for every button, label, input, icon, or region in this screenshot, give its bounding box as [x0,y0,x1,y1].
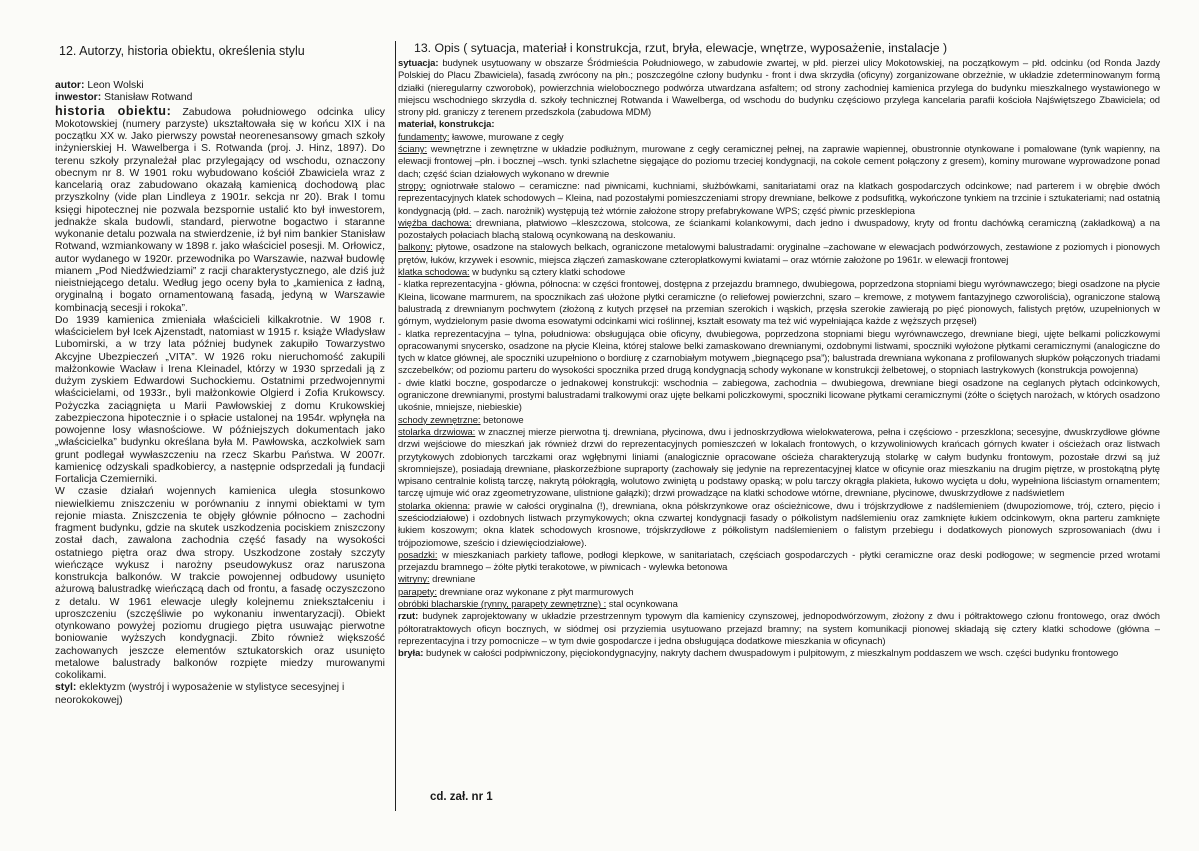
paragraph-label: obróbki blacharskie (rynny, parapety zewnętrzne) : [398,599,607,611]
paragraph-label: posadzki: [398,549,438,561]
paragraph [398,599,1160,611]
paragraph-label: sytuacja: [398,58,439,69]
paragraph-text: stal ocynkowana [606,599,678,611]
paragraph [398,242,1160,267]
paragraph-label: klatka schodowa: [398,267,470,279]
paragraph [55,315,385,487]
paragraph-label: stolarka okienna: [398,500,471,512]
paragraph [398,132,1160,144]
paragraph-text: budynek w całości podpiwniczony, pięciokondygnacyjny, nakryty dachem dwuspadowym i pulpitowym, z mieszkalnym poddaszem we wsch. części budynku frontowego [423,648,1119,660]
paragraph [398,611,1160,648]
paragraph-label: schody zewnętrzne: [398,414,481,426]
section-12-authors-history [55,44,385,707]
paragraph-label: fundamenty: [398,131,450,143]
continuation-note: cd. zał. nr 1 [430,791,493,803]
paragraph-label: więźba dachowa: [398,217,472,229]
paragraph-text: Zabudowa południowego odcinka ulicy Mokotowskiej (numery parzyste) ukształtowała się w końcu XIX i na początku XX w. Jako pierwszy powstał neorenesansowy gmach szkoły inżynierskiej H. Wawelberga i S. Rotwanda (proj. J. Hinz, 1897). Do terenu szkoły przynależał plac przylegający od wschodu, oznaczony obecnym nr 8. W 1901 roku wybudowano kościół Zbawiciela wraz z kancelarią oraz zabudowano okazałą kamienicą dochodową plac przyszkolny (vide plan Lindleya z 1901r. sekcja nr 20). Brak I tomu księgi hipotecznej nie pozwala bezspornie ustalić kto był inwestorem, jednakże skala budowli, standard, pierwotne bogactwo i staranne wykonanie detalu pozwala na stwierdzenie, iż był nim bankier Stanisław Rotwand, wzmiankowany w 1898 r. jako właściciel posesji. M. Orłowicz, autor wydanego w 1920r. przewodnika po Warszawie, nazwał budowlę mianem „Pod Niedźwiedziami” z racji charakterystycznego, ale dziś już nieistniejącego detalu. Według jego oceny była to „kamienica z ładną, oryginalną i bogato ornamentowaną fasadą, jedyną w Warszawie kombinacją secesji i rokoka”. [55,106,385,314]
paragraph-text: drewniane [429,574,476,586]
section-13-description [395,41,1160,811]
paragraph-label: bryła: [398,648,424,660]
paragraph-text: w budynku są cztery klatki schodowe [469,267,626,279]
paragraph-label: autor: [55,80,85,91]
paragraph [55,105,385,315]
paragraph-text: - klatka reprezentacyjna – tylna, południowa: obsługująca obie oficyny, dwubiegowa, poprzedzona stopniami biegu wyrównawczego, drewniane biegi, ujęte belkami policzkowymi opracowanymi snycersko, osadzone na płycie Kleina, której stalowe belki zamaskowano drewnianymi, ozdobnymi listwami, spoczniki wyłożone płytkami ceramicznymi (analogiczne do tych w klatce głównej, ale spoczniki uzupełniono o bordiurę z czarnobiałym motywem „biegnącego psa”); balustrada drewniana wykonana z profilowanych słupków połączonych triadami szczebelków; od poziomu parteru do wysokości spocznika przed drugą kondygnacją schody wykonane w konstrukcji żelbetowej, o stopniach lastrykowych (konstrukcja powojenna) [398,328,1160,377]
paragraph [398,427,1160,501]
paragraph-text: drewniane oraz wykonane z płyt marmurowych [436,586,634,598]
section-title: 13. Opis ( sytuacja, materiał i konstrukcja, rzut, bryła, elewacje, wnętrze, wyposażenie, instalacje ) [414,41,948,55]
paragraph-text: drewniana, płatwiowo –kleszczowa, stolcowa, ze ściankami kolankowymi, dach jedno i dwuspadowy, kryty od frontu dachówką ceramiczną (zakładkową) a na pozostałych połaciach blachą stalową ocynkowaną na deskowaniu. [398,217,1160,242]
paragraph-label: stropy: [398,180,426,192]
paragraph [398,574,1160,586]
paragraph-text: betonowe [480,414,524,426]
paragraph [398,501,1160,550]
paragraph [398,550,1160,575]
paragraph [398,181,1160,218]
paragraph [398,218,1160,243]
paragraph [398,329,1160,378]
section-title: 12. Autorzy, historia obiektu, określenia stylu [59,44,305,58]
paragraph [398,144,1160,181]
paragraph-label: witryny: [398,574,430,586]
paragraph-label: inwestor: [55,92,102,104]
section-body [55,80,385,707]
paragraph-text: Do 1939 kamienica zmieniała właścicieli kilkakrotnie. W 1908 r. właścicielem był Icek Ajzenstadt, natomiast w 1915 r. książe Władysław Lubomirski, a w trzy lata później budynek zakupiło Towarzystwo Akcyjne Ubezpieczeń „VITA”. W 1926 roku nieruchomość zakupili małżonkowie Wacław i Irena Kleinadel, którzy w 1930 sprzedali ją z dużym zyskiem Edwardowi Suchockiemu. Ostatnimi przedwojennymi właścicielami, od 1933r., byli małżonkowie Olgierd i Zofia Krukowscy. Pożyczka zaciągnięta u Marii Pawłowskiej z domu Krukowskiej zabezpieczona hipotecznie i o spłacie ustalonej na 1954r. wpłynęła na powojenne losy własnościowe. W późniejszych dokumentach jako „właścicielka” budynku określana była M. Pawłowska, aczkolwiek sam grunt podlegał wywłaszczeniu na rzecz Skarbu Państwa. W 2007r. kamienicę odzyskali spadkobiercy, a następnie odsprzedali ją fundacji Fortalicja Czemierniki. [55,314,385,485]
paragraph-text: budynek zaprojektowany w układzie przestrzennym typowym dla kamienicy czynszowej, jednopodwórzowym, złożony z dwu i półtraktowego członu frontowego, oraz dwóch półtoratraktowych oficyn bocznych, w siódmej osi przyziemia usytuowano przejazd bramny; na system komunikacji pionowej składają się cztery klatki schodowe (główna – reprezentacyjna i trzy pomocnicze – w tym dwie gospodarcze i jedna obsługująca dodatkowe mieszkania w oficynach) [398,611,1160,647]
paragraph-label: stolarka drzwiowa: [398,426,476,438]
paragraph [398,267,1160,279]
paragraph-text: Leon Wolski [84,80,144,91]
paragraph [55,486,385,682]
paragraph-text: w mieszkaniach parkiety taflowe, podłogi klepkowe, w sanitariatach, częściach gospodarczych - płytki ceramiczne oraz deski podłogowe; w segmencie przed wrotami przejazdu bramnego – żółte płytki terakotowe, w piwnicach - wylewka betonowa [398,549,1160,574]
paragraph-text: eklektyzm (wystrój i wyposażenie w stylistyce secesyjnej i neorokokowej) [55,682,345,706]
paragraph [398,58,1160,119]
paragraph [398,119,1160,131]
paragraph [55,682,385,707]
paragraph-label: balkony: [398,242,433,254]
paragraph [398,648,1160,660]
paragraph-label: historia obiektu: [55,103,172,118]
paragraph [398,587,1160,599]
paragraph-text: ławowe, murowane z cegły [449,131,564,143]
paragraph-text: budynek usytuowany w obszarze Śródmieścia Południowego, w zabudowie zwartej, w płd. pierzei ulicy Mokotowskiej, na początkowym – płd. odcinku (od Ronda Jazdy Polskiej do Placu Zbawiciela), fasadą zwrócony na płn.; poszczególne człony budynku - front i dwa skrzydła (oficyny) zorganizowane obrzeżnie, w układzie zdeterminowanym formą działki (nieregularny czworobok), powierzchnia wielobocznego podwórza utwardzana asfaltem; od strony zachodniej kamienica przylega do budynku mieszkalnego wystawionego w miejscu wschodniego skrzydła d. szkoły technicznej Rotwanda i Wawelberga, od wschodu do budynku częściowo przylega kancelaria parafii kościoła Najświętszego Zbawiciela; od strony płd. graniczy z terenem przedszkola (zabudowa MDM) [398,58,1160,119]
paragraph [398,415,1160,427]
paragraph-label: rzut: [398,611,419,623]
paragraph-label: parapety: [398,586,437,598]
paragraph-text: - klatka reprezentacyjna - główna, północna: w części frontowej, dostępna z przejazdu bramnego, dwubiegowa, poprzedzona stopniami biegu wyrównawczego; biegi osadzone na płycie Kleina, licowane marmurem, na spocznikach zaś ułożone płytki ceramiczne (o reliefowej powierzchni, szaro – kremowe, z motywem fantazyjnego czworoliścia), ograniczone stalową balustradą z drewnianym pochwytem (złożoną z kutych przęseł na przemian szerokich i wąskich, przęsła szerokie zawierają po pięć pionowych, falistych prętów, uzupełnionych w górnym, wydzielonym pasie dwoma esowatymi odcinkami wici roślinnej, kształt esowaty ma też wić wypełniająca każde z węższych przęseł) [398,279,1160,328]
paragraph-text: w znacznej mierze pierwotna tj. drewniana, płycinowa, dwu i jednoskrzydłowa wielokwaterowa, pełna i częściowo - przeszklona; secesyjne, dwuskrzydłowe główne drzwi wejściowe do mieszkań jak również drzwi do reprezentacyjnych pomieszczeń w lokalach frontowych, o krzywoliniowych krańcach górnych kwater i ościeżach oraz listwach przytykowych zdobionych tarczkami oraz wgłębnymi liniami (analogicznie opracowane ościeża charakteryzują stolarkę w całym budynku frontowym, pozostałe drzwi są już skromniejsze), posiadają drewniane, płaskorzeźbione supraporty (zachowały się jedynie na reprezentacyjnej klatce w oficynie oraz mieszkaniu na drugim piętrze, w prostokątną płytę wpisano centralnie kolistą tarczę, nakrytą półokrągłą, wolutowo zwiniętą u podstawy opaską; w polu tarczy okrągła plakieta, łukowo wycięta u dołu, wypełniona liściastym ornamentem; tarczę ujmuje wić oraz zgeometryzowane, ulistnione gałązki); drzwi prowadzące na klatki schodowe wtórne, drewniane, płycinowe, dwuskrzydłowe z nadświetlem [398,426,1160,500]
section-body [396,58,1160,661]
paragraph-label: styl: [55,682,77,694]
paragraph-text: - dwie klatki boczne, gospodarcze o jednakowej konstrukcji: wschodnia – zabiegowa, zachodnia – dwubiegowa, drewniane biegi osadzone na ceglanych płytach odcinkowych, ograniczone drewnianymi, prostymi balustradami tralkowymi oraz ujęte belkami policzkowymi, spoczniki licowane płytkami ceramicznymi (żółte o ściętych narożach, w których osadzono ukośnie, mniejsze, niebieskie) [398,377,1160,414]
paragraph-text: prawie w całości oryginalna (!), drewniana, okna półskrzynkowe oraz ościeżnicowe, dwu i trójskrzydłowe z nadślemieniem (dwupoziomowe, trój, cztero, pięcio i sześciodziałowe) i ozdobnych listwach przymykowych; okna czwartej kondygnacji fasady o półkolistym nadślemieniu oraz zamknięte łukiem odcinkowym, okna parteru zamknięte łukiem koszowym; okna klatek schodowych krosnowe, trójskrzydłowe z półkolistym nadślemieniem o falistym przebiegu i dodatkowych pionowych szprosowaniach (dwu i trójpoziomowe, sześcio i dziewięciodziałowe). [398,500,1160,549]
paragraph [398,279,1160,328]
paragraph-text: Stanisław Rotwand [101,92,193,104]
paragraph-text: W czasie działań wojennych kamienica uległa stosunkowo niewielkiemu zniszczeniu w porównaniu z innymi obiektami w tym rejonie miasta. Zniszczenia te objęły głównie północno – zachodni fragment budynku, gdzie na skutek uszkodzenia pociskiem zniszczony został dach, zawalona zachodnia część fasady na wysokości ostatniego piętra oraz dwa stropy. Uszkodzone zostały szczyty wieńczące wykusz i narożny pseudowykusz oraz naruszona konstrukcja balkonów. W trakcie powojennej odbudowy usunięto ażurową balustradkę wieńczącą dach od frontu, a fasadę oczyszczono z detalu. W 1961 elewacje uległy kolejnemu zniekształceniu i uproszczeniu (szczęśliwie po wykonaniu inwentaryzacji). Obiekt otynkowano powyżej poziomu drugiego piętra usuwając pierwotne boniowanie wyższych kondygnacji. Zbito również większość zachowanych jeszcze elementów sztukatorskich oraz usunięto metalowe balustrady balkonów rozpięte miedzy murowanymi cokolikami. [55,486,385,681]
paragraph-text: wewnętrzne i zewnętrzne w układzie podłużnym, murowane z cegły ceramicznej pełnej, na zaprawie wapiennej, obustronnie otynkowane i pomalowane (tynk wapienny, na elewacji frontowej –płn. i bocznej –wsch. tynki szlachetne sięgające do poziomu trzeciej kondygnacji, na cokole cement połączony z gresem), kominy murowane wyprowadzone ponad dach; część ścian działowych wykonano w drewnie [398,144,1160,180]
paragraph [398,378,1160,415]
paragraph-text: płytowe, osadzone na stalowych belkach, ograniczone metalowymi balustradami: oryginalne –zachowane w elewacjach podwórzowych, zestawione z poziomych i pionowych prętów, łuków, krzywek i esownic, miejsca złączeń zamaskowane czteropłatkowymi kwiatami – oraz wtórnie założone po 1961r. w elewacji frontowej [398,242,1160,266]
paragraph [55,80,385,92]
paragraph-label: materiał, konstrukcja: [398,119,495,131]
paragraph-label: ściany: [398,144,428,156]
paragraph-text: ogniotrwałe stalowo – ceramiczne: nad piwnicami, kuchniami, służbówkami, sanitariatami oraz na klatkach gospodarczych odcinkowe; nad parterem i w obrębie dwóch reprezentacyjnych klatek schodowych – Kleina, nad pozostałymi pomieszczeniami stropy drewniane, belkowe z podsufitką, wykończone tynkiem na trzcinie i sztukateriami; nad ostatnią kondygnacją (płd. – zach. narożnik) występują też wtórnie założone stropy prefabrykowane WPS; część piwnic przesklepiona [398,180,1160,217]
